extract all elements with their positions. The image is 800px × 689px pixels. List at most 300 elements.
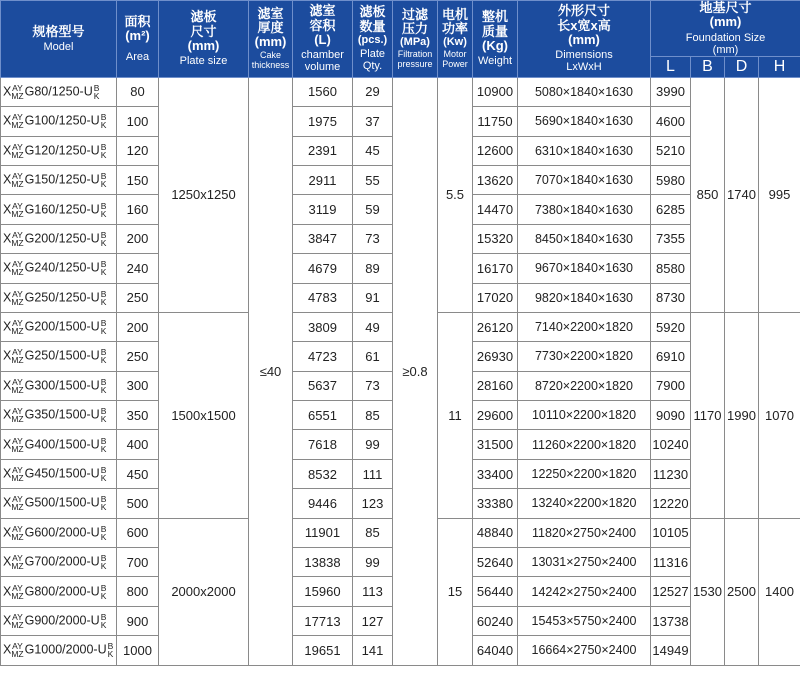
area-cell: 900 (117, 606, 159, 635)
model-sup: AY (12, 376, 23, 387)
foundation-l-cell: 5210 (651, 136, 691, 165)
foundation-b-cell: 850 (691, 77, 725, 312)
dimensions-cell: 11260×2200×1820 (518, 430, 651, 459)
model-sub: MZ (11, 384, 24, 395)
dimensions-cell: 8720×2200×1820 (518, 371, 651, 400)
model-variant-stack (11, 143, 23, 159)
model-cell (1, 283, 117, 312)
weight-cell: 14470 (473, 195, 518, 224)
weight-cell: 26120 (473, 312, 518, 341)
model-code: G150/1250-U (24, 172, 100, 187)
model-cell (1, 518, 117, 547)
weight-cell: 10900 (473, 77, 518, 106)
header-filtration-pressure: 过滤 压力 (MPa) Filtration pressure (393, 1, 438, 78)
model-tail-stack (101, 525, 107, 541)
motor-power-cell: 11 (438, 312, 473, 518)
header-area: 面积 (m²) Area (117, 1, 159, 78)
model-variant-stack (11, 554, 23, 570)
foundation-b-cell: 1170 (691, 312, 725, 518)
model-tail-sub: K (100, 208, 107, 219)
header-motor-power: 电机 功率 (Kw) Motor Power (438, 1, 473, 78)
model-tail-sup: B (100, 465, 107, 476)
plate-qty-cell: 55 (353, 165, 393, 194)
model-sup: AY (12, 200, 23, 211)
model-prefix: X (3, 378, 12, 393)
header-foundation-b: B (691, 56, 725, 77)
model-sup: AY (12, 141, 23, 152)
model-sub: MZ (11, 414, 24, 425)
model-prefix: X (3, 525, 12, 540)
chamber-volume-cell: 2911 (293, 165, 353, 194)
model-cell (1, 195, 117, 224)
model-tail-sup: B (100, 406, 107, 417)
model-cell (1, 459, 117, 488)
model-sup: AY (12, 553, 23, 564)
dimensions-cell: 13031×2750×2400 (518, 548, 651, 577)
model-tail-sup: B (100, 259, 107, 270)
model-prefix: X (3, 319, 12, 334)
model-variant-stack (11, 84, 23, 100)
weight-cell: 31500 (473, 430, 518, 459)
dimensions-cell: 5080×1840×1630 (518, 77, 651, 106)
cake-thickness-cell: ≤40 (249, 77, 293, 665)
foundation-l-cell: 12527 (651, 577, 691, 606)
model-sup: AY (12, 171, 23, 182)
model-cell (1, 107, 117, 136)
model-variant-stack (11, 113, 23, 129)
foundation-l-cell: 9090 (651, 401, 691, 430)
model-sub: MZ (11, 443, 24, 454)
model-tail-sub: K (100, 237, 107, 248)
model-code: G350/1500-U (24, 407, 100, 422)
chamber-volume-cell: 17713 (293, 606, 353, 635)
header-foundation-size: 地基尺寸 (mm) Foundation Size (mm) (651, 1, 800, 57)
model-sup: AY (12, 612, 23, 622)
area-cell: 250 (117, 283, 159, 312)
weight-cell: 29600 (473, 401, 518, 430)
model-sub: MZ (11, 267, 24, 278)
plate-qty-cell: 49 (353, 312, 393, 341)
model-cell (1, 636, 117, 665)
foundation-h-cell: 1400 (759, 518, 800, 665)
weight-cell: 48840 (473, 518, 518, 547)
plate-qty-cell: 111 (353, 459, 393, 488)
model-tail-sup: B (100, 376, 107, 387)
plate-qty-cell: 89 (353, 254, 393, 283)
model-variant-stack (11, 584, 23, 600)
model-prefix: X (3, 436, 12, 451)
weight-cell: 64040 (473, 636, 518, 665)
foundation-l-cell: 5920 (651, 312, 691, 341)
dimensions-cell: 7730×2200×1820 (518, 342, 651, 371)
foundation-b-cell: 1530 (691, 518, 725, 665)
chamber-volume-cell: 15960 (293, 577, 353, 606)
chamber-volume-cell: 1560 (293, 77, 353, 106)
weight-cell: 15320 (473, 224, 518, 253)
model-code: G700/2000-U (24, 554, 100, 569)
header-plate-size: 滤板 尺寸 (mm) Plate size (159, 1, 249, 78)
model-sub: MZ (11, 620, 24, 630)
model-cell (1, 342, 117, 371)
model-tail-stack (101, 231, 107, 247)
weight-cell: 56440 (473, 577, 518, 606)
model-tail-stack (108, 642, 114, 658)
model-sup: AY (12, 406, 23, 417)
model-variant-stack (11, 407, 23, 423)
foundation-l-cell: 11230 (651, 459, 691, 488)
chamber-volume-cell: 13838 (293, 548, 353, 577)
model-variant-stack (11, 642, 23, 658)
foundation-d-cell: 1990 (725, 312, 759, 518)
foundation-l-cell: 14949 (651, 636, 691, 665)
model-tail-sup: B (100, 612, 107, 622)
model-tail-sup: B (100, 229, 107, 240)
model-variant-stack (11, 231, 23, 247)
model-tail-sup: B (100, 200, 107, 211)
dimensions-cell: 6310×1840×1630 (518, 136, 651, 165)
dimensions-cell: 7070×1840×1630 (518, 165, 651, 194)
model-variant-stack (11, 260, 23, 276)
plate-qty-cell: 85 (353, 518, 393, 547)
model-variant-stack (11, 290, 23, 306)
model-code: G500/1500-U (24, 495, 100, 510)
filtration-pressure-cell: ≥0.8 (393, 77, 438, 665)
chamber-volume-cell: 11901 (293, 518, 353, 547)
area-cell: 200 (117, 312, 159, 341)
motor-power-cell: 15 (438, 518, 473, 665)
model-sup: AY (12, 523, 23, 534)
foundation-l-cell: 3990 (651, 77, 691, 106)
model-tail-sup: B (100, 553, 107, 564)
model-tail-stack (101, 113, 107, 129)
area-cell: 150 (117, 165, 159, 194)
chamber-volume-cell: 9446 (293, 489, 353, 518)
area-cell: 350 (117, 401, 159, 430)
model-prefix: X (3, 642, 12, 657)
model-cell (1, 489, 117, 518)
model-tail-sup: B (100, 112, 107, 123)
model-tail-sup: B (100, 318, 107, 329)
weight-cell: 33380 (473, 489, 518, 518)
foundation-l-cell: 8580 (651, 254, 691, 283)
model-cell (1, 577, 117, 606)
model-sub: MZ (11, 237, 24, 248)
model-sub: MZ (11, 179, 24, 190)
foundation-l-cell: 13738 (651, 606, 691, 635)
chamber-volume-cell: 19651 (293, 636, 353, 665)
model-sup: AY (12, 641, 23, 652)
model-cell (1, 136, 117, 165)
model-prefix: X (3, 231, 12, 246)
header-dimensions: 外形尺寸 长x宽x高 (mm) Dimensions LxWxH (518, 1, 651, 78)
dimensions-cell: 10110×2200×1820 (518, 401, 651, 430)
foundation-h-cell: 995 (759, 77, 800, 312)
dimensions-cell: 12250×2200×1820 (518, 459, 651, 488)
model-variant-stack (11, 437, 23, 453)
dimensions-cell: 7140×2200×1820 (518, 312, 651, 341)
model-sup: AY (12, 465, 23, 476)
plate-qty-cell: 91 (353, 283, 393, 312)
area-cell: 250 (117, 342, 159, 371)
plate-qty-cell: 99 (353, 430, 393, 459)
weight-cell: 60240 (473, 606, 518, 635)
model-variant-stack (11, 202, 23, 218)
model-code: G160/1250-U (24, 201, 100, 216)
plate-qty-cell: 61 (353, 342, 393, 371)
dimensions-cell: 16664×2750×2400 (518, 636, 651, 665)
model-tail-sup: B (100, 288, 107, 299)
plate-qty-cell: 73 (353, 371, 393, 400)
model-sup: AY (12, 318, 23, 329)
plate-size-cell: 2000x2000 (159, 518, 249, 665)
model-tail-stack (101, 172, 107, 188)
model-code: G1000/2000-U (24, 642, 107, 657)
foundation-l-cell: 7900 (651, 371, 691, 400)
model-sup: AY (12, 112, 23, 123)
dimensions-cell: 5690×1840×1630 (518, 107, 651, 136)
model-tail-stack (101, 260, 107, 276)
plate-qty-cell: 73 (353, 224, 393, 253)
model-tail-sub: K (100, 414, 107, 425)
model-tail-sup: B (100, 171, 107, 182)
foundation-l-cell: 12220 (651, 489, 691, 518)
area-cell: 400 (117, 430, 159, 459)
model-tail-sup: B (100, 435, 107, 446)
foundation-l-cell: 6910 (651, 342, 691, 371)
model-sup: AY (12, 82, 23, 93)
model-prefix: X (3, 348, 12, 363)
weight-cell: 16170 (473, 254, 518, 283)
model-sub: MZ (11, 326, 24, 337)
foundation-l-cell: 10240 (651, 430, 691, 459)
plate-size-cell: 1250x1250 (159, 77, 249, 312)
model-code: G100/1250-U (24, 113, 100, 128)
model-code: G200/1250-U (24, 231, 100, 246)
model-tail-sup: B (107, 641, 114, 652)
area-cell: 450 (117, 459, 159, 488)
model-variant-stack (11, 348, 23, 364)
dimensions-cell: 11820×2750×2400 (518, 518, 651, 547)
model-variant-stack (11, 319, 23, 335)
area-cell: 80 (117, 77, 159, 106)
foundation-l-cell: 10105 (651, 518, 691, 547)
foundation-l-cell: 7355 (651, 224, 691, 253)
area-cell: 700 (117, 548, 159, 577)
model-prefix: X (3, 260, 12, 275)
header-chamber-volume: 滤室 容积 (L) chamber volume (293, 1, 353, 78)
weight-cell: 33400 (473, 459, 518, 488)
model-prefix: X (3, 583, 12, 598)
area-cell: 500 (117, 489, 159, 518)
model-sup: AY (12, 229, 23, 240)
model-cell (1, 224, 117, 253)
model-tail-stack (94, 84, 100, 100)
plate-qty-cell: 113 (353, 577, 393, 606)
foundation-l-cell: 6285 (651, 195, 691, 224)
model-tail-sub: K (100, 179, 107, 190)
model-tail-stack (101, 437, 107, 453)
header-cake-thickness: 滤室 厚度 (mm) Cake thickness (249, 1, 293, 78)
model-sup: AY (12, 582, 23, 593)
chamber-volume-cell: 1975 (293, 107, 353, 136)
foundation-h-cell: 1070 (759, 312, 800, 518)
chamber-volume-cell: 4679 (293, 254, 353, 283)
model-tail-stack (101, 554, 107, 570)
model-code: G300/1500-U (24, 378, 100, 393)
chamber-volume-cell: 4723 (293, 342, 353, 371)
foundation-l-cell: 11316 (651, 548, 691, 577)
header-foundation-h: H (759, 56, 800, 77)
model-sub: MZ (11, 561, 24, 572)
plate-qty-cell: 127 (353, 606, 393, 635)
dimensions-cell: 13240×2200×1820 (518, 489, 651, 518)
area-cell: 300 (117, 371, 159, 400)
model-sub: MZ (11, 502, 24, 513)
dimensions-cell: 15453×5750×2400 (518, 606, 651, 635)
model-prefix: X (3, 290, 12, 304)
model-code: G250/1500-U (24, 348, 100, 363)
model-tail-stack (101, 407, 107, 423)
model-sub: MZ (11, 149, 24, 160)
weight-cell: 17020 (473, 283, 518, 312)
model-prefix: X (3, 495, 12, 510)
header-foundation-d: D (725, 56, 759, 77)
model-sub: MZ (11, 531, 24, 542)
model-prefix: X (3, 613, 12, 628)
model-sub: MZ (11, 90, 24, 101)
header-weight: 整机 质量 (Kg) Weight (473, 1, 518, 78)
model-tail-stack (101, 378, 107, 394)
model-tail-stack (101, 290, 107, 306)
model-variant-stack (11, 613, 23, 629)
chamber-volume-cell: 7618 (293, 430, 353, 459)
model-tail-sup: B (100, 582, 107, 593)
model-code: G900/2000-U (24, 613, 100, 628)
model-tail-sub: K (100, 296, 107, 307)
model-sub: MZ (11, 649, 24, 660)
chamber-volume-cell: 5637 (293, 371, 353, 400)
dimensions-cell: 9670×1840×1630 (518, 254, 651, 283)
model-sup: AY (12, 347, 23, 358)
model-prefix: X (3, 143, 12, 158)
model-cell (1, 371, 117, 400)
weight-cell: 13620 (473, 165, 518, 194)
model-tail-stack (101, 466, 107, 482)
model-cell (1, 401, 117, 430)
foundation-l-cell: 8730 (651, 283, 691, 312)
model-code: G800/2000-U (24, 583, 100, 598)
weight-cell: 28160 (473, 371, 518, 400)
dimensions-cell: 14242×2750×2400 (518, 577, 651, 606)
model-code: G120/1250-U (24, 143, 100, 158)
model-variant-stack (11, 172, 23, 188)
weight-cell: 12600 (473, 136, 518, 165)
chamber-volume-cell: 3809 (293, 312, 353, 341)
dimensions-cell: 7380×1840×1630 (518, 195, 651, 224)
area-cell: 600 (117, 518, 159, 547)
model-sub: MZ (11, 208, 24, 219)
weight-cell: 26930 (473, 342, 518, 371)
model-tail-sub: K (100, 590, 107, 601)
model-prefix: X (3, 554, 12, 569)
model-tail-stack (101, 495, 107, 511)
model-variant-stack (11, 466, 23, 482)
model-tail-sub: K (100, 355, 107, 366)
model-tail-sub: K (107, 649, 114, 660)
chamber-volume-cell: 2391 (293, 136, 353, 165)
model-sup: AY (12, 259, 23, 270)
spec-table-body (1, 77, 800, 665)
area-cell: 200 (117, 224, 159, 253)
plate-qty-cell: 37 (353, 107, 393, 136)
plate-qty-cell: 123 (353, 489, 393, 518)
model-tail-sub: K (100, 326, 107, 337)
plate-size-cell: 1500x1500 (159, 312, 249, 518)
model-sup: AY (12, 288, 23, 299)
plate-qty-cell: 141 (353, 636, 393, 665)
model-sup: AY (12, 494, 23, 505)
model-prefix: X (3, 201, 12, 216)
foundation-l-cell: 5980 (651, 165, 691, 194)
model-variant-stack (11, 495, 23, 511)
model-cell (1, 77, 117, 106)
model-tail-stack (101, 584, 107, 600)
plate-qty-cell: 85 (353, 401, 393, 430)
header-model: 规格型号 Model (1, 1, 117, 78)
model-code: G80/1250-U (24, 84, 93, 99)
model-tail-sub: K (100, 473, 107, 484)
model-tail-stack (101, 202, 107, 218)
model-code: G450/1500-U (24, 466, 100, 481)
plate-qty-cell: 29 (353, 77, 393, 106)
model-variant-stack (11, 525, 23, 541)
chamber-volume-cell: 3847 (293, 224, 353, 253)
model-tail-sub: K (100, 502, 107, 513)
model-prefix: X (3, 466, 12, 481)
plate-qty-cell: 59 (353, 195, 393, 224)
model-cell (1, 548, 117, 577)
model-sub: MZ (11, 473, 24, 484)
chamber-volume-cell: 8532 (293, 459, 353, 488)
model-tail-sup: B (100, 494, 107, 505)
model-tail-sup: B (93, 82, 100, 93)
plate-qty-cell: 45 (353, 136, 393, 165)
model-cell (1, 606, 117, 635)
model-tail-sub: K (100, 267, 107, 278)
chamber-volume-cell: 4783 (293, 283, 353, 312)
area-cell: 100 (117, 107, 159, 136)
table-row (1, 77, 800, 106)
model-prefix: X (3, 407, 12, 422)
model-cell (1, 165, 117, 194)
foundation-d-cell: 1740 (725, 77, 759, 312)
model-prefix: X (3, 113, 12, 128)
model-tail-stack (101, 319, 107, 335)
model-code: G200/1500-U (24, 319, 100, 334)
foundation-l-cell: 4600 (651, 107, 691, 136)
area-cell: 1000 (117, 636, 159, 665)
weight-cell: 52640 (473, 548, 518, 577)
area-cell: 120 (117, 136, 159, 165)
weight-cell: 11750 (473, 107, 518, 136)
area-cell: 800 (117, 577, 159, 606)
header-plate-qty: 滤板 数量 (pcs.) Plate Qty. (353, 1, 393, 78)
model-code: G240/1250-U (24, 260, 100, 275)
motor-power-cell: 5.5 (438, 77, 473, 312)
dimensions-cell: 8450×1840×1630 (518, 224, 651, 253)
model-tail-sup: B (100, 347, 107, 358)
model-tail-stack (101, 613, 107, 629)
